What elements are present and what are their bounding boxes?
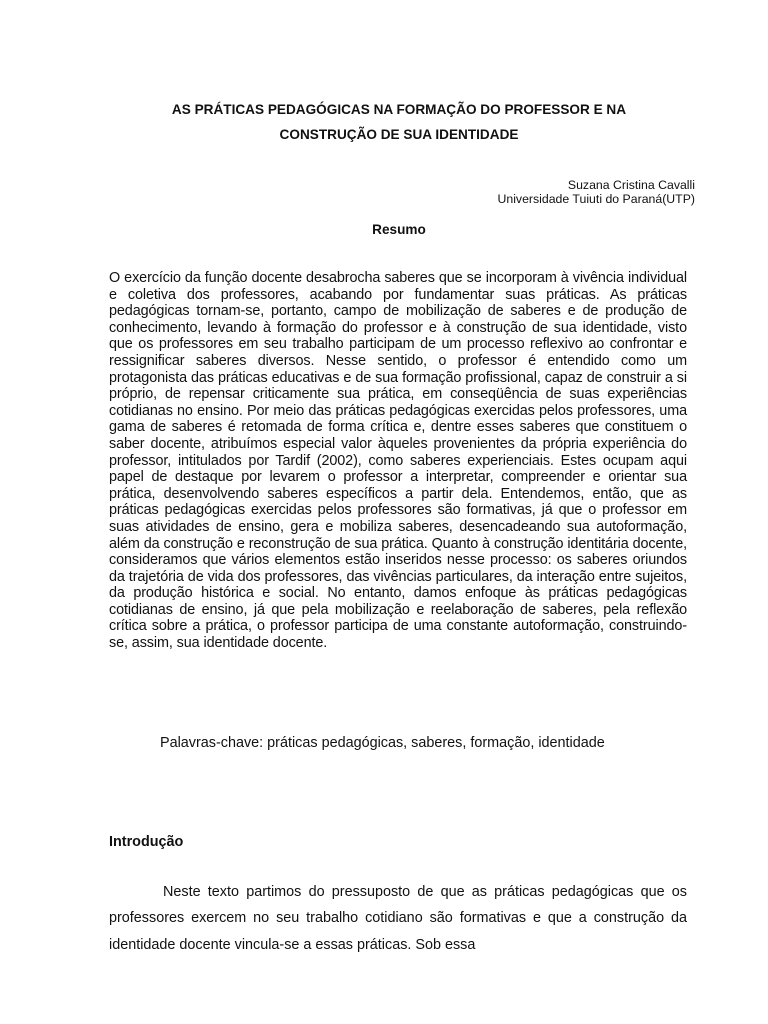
introduction-heading: Introdução bbox=[109, 834, 184, 850]
author-affiliation: Universidade Tuiuti do Paraná(UTP) bbox=[497, 192, 695, 206]
abstract-heading: Resumo bbox=[372, 222, 426, 237]
introduction-text: Neste texto partimos do pressuposto de que as práticas pedagógicas que os professores exercem no seu trabalho cotidiano são formativas e que a construção da identidade docente vincula-se a essas práticas. Sob essa bbox=[109, 884, 687, 953]
abstract-text: O exercício da função docente desabrocha saberes que se incorporam à vivência individual e coletiva dos professores, acabando por fundamentar suas práticas. As práticas pedagógicas tornam-se, portanto, campo de mobilização de saberes e de produção de conhecimento, levando à formação do professor e à construção de sua identidade, visto que os professores em seu trabalho participam de um processo reflexivo ao confrontar e ressignificar saberes diversos. Nesse sentido, o professor é entendido como um protagonista das práticas educativas e de sua formação profissional, capaz de construir a si próprio, de repensar criticamente sua prática, em conseqüência de suas experiências cotidianas no ensino. Por meio das práticas pedagógicas exercidas pelos professores, uma gama de saberes é retomada de forma crítica e, dentre esses saberes que constituem o saber docente, atribuímos especial valor àqueles provenientes da própria experiência do professor, intitulados por Tardif (2002), como saberes experienciais. Estes ocupam aqui papel de destaque por levarem o professor a interpretar, compreender e orientar sua prática, desenvolvendo saberes específicos a partir dela. Entendemos, então, que as práticas pedagógicas exercidas pelos professores são formativas, já que o professor em suas atividades de ensino, gera e mobiliza saberes, desencadeando sua autoformação, além da construção e reconstrução de sua prática. Quanto à construção identitária docente, consideramos que vários elementos estão inseridos nesse processo: os saberes oriundos da trajetória de vida dos professores, das vivências particulares, da interação entre sujeitos, da produção histórica e social. No entanto, damos enfoque às práticas pedagógicas cotidianas de ensino, já que pela mobilização e reelaboração de saberes, pela reflexão crítica sobre a prática, o professor participa de uma constante autoformação, construindo-se, assim, sua identidade docente. bbox=[109, 270, 687, 652]
keywords: Palavras-chave: práticas pedagógicas, saberes, formação, identidade bbox=[160, 735, 605, 751]
paper-title-line-1: AS PRÁTICAS PEDAGÓGICAS NA FORMAÇÃO DO PROFESSOR E NA bbox=[171, 102, 627, 117]
paper-title-line-2: CONSTRUÇÃO DE SUA IDENTIDADE bbox=[279, 127, 519, 142]
author-name: Suzana Cristina Cavalli bbox=[567, 178, 695, 192]
